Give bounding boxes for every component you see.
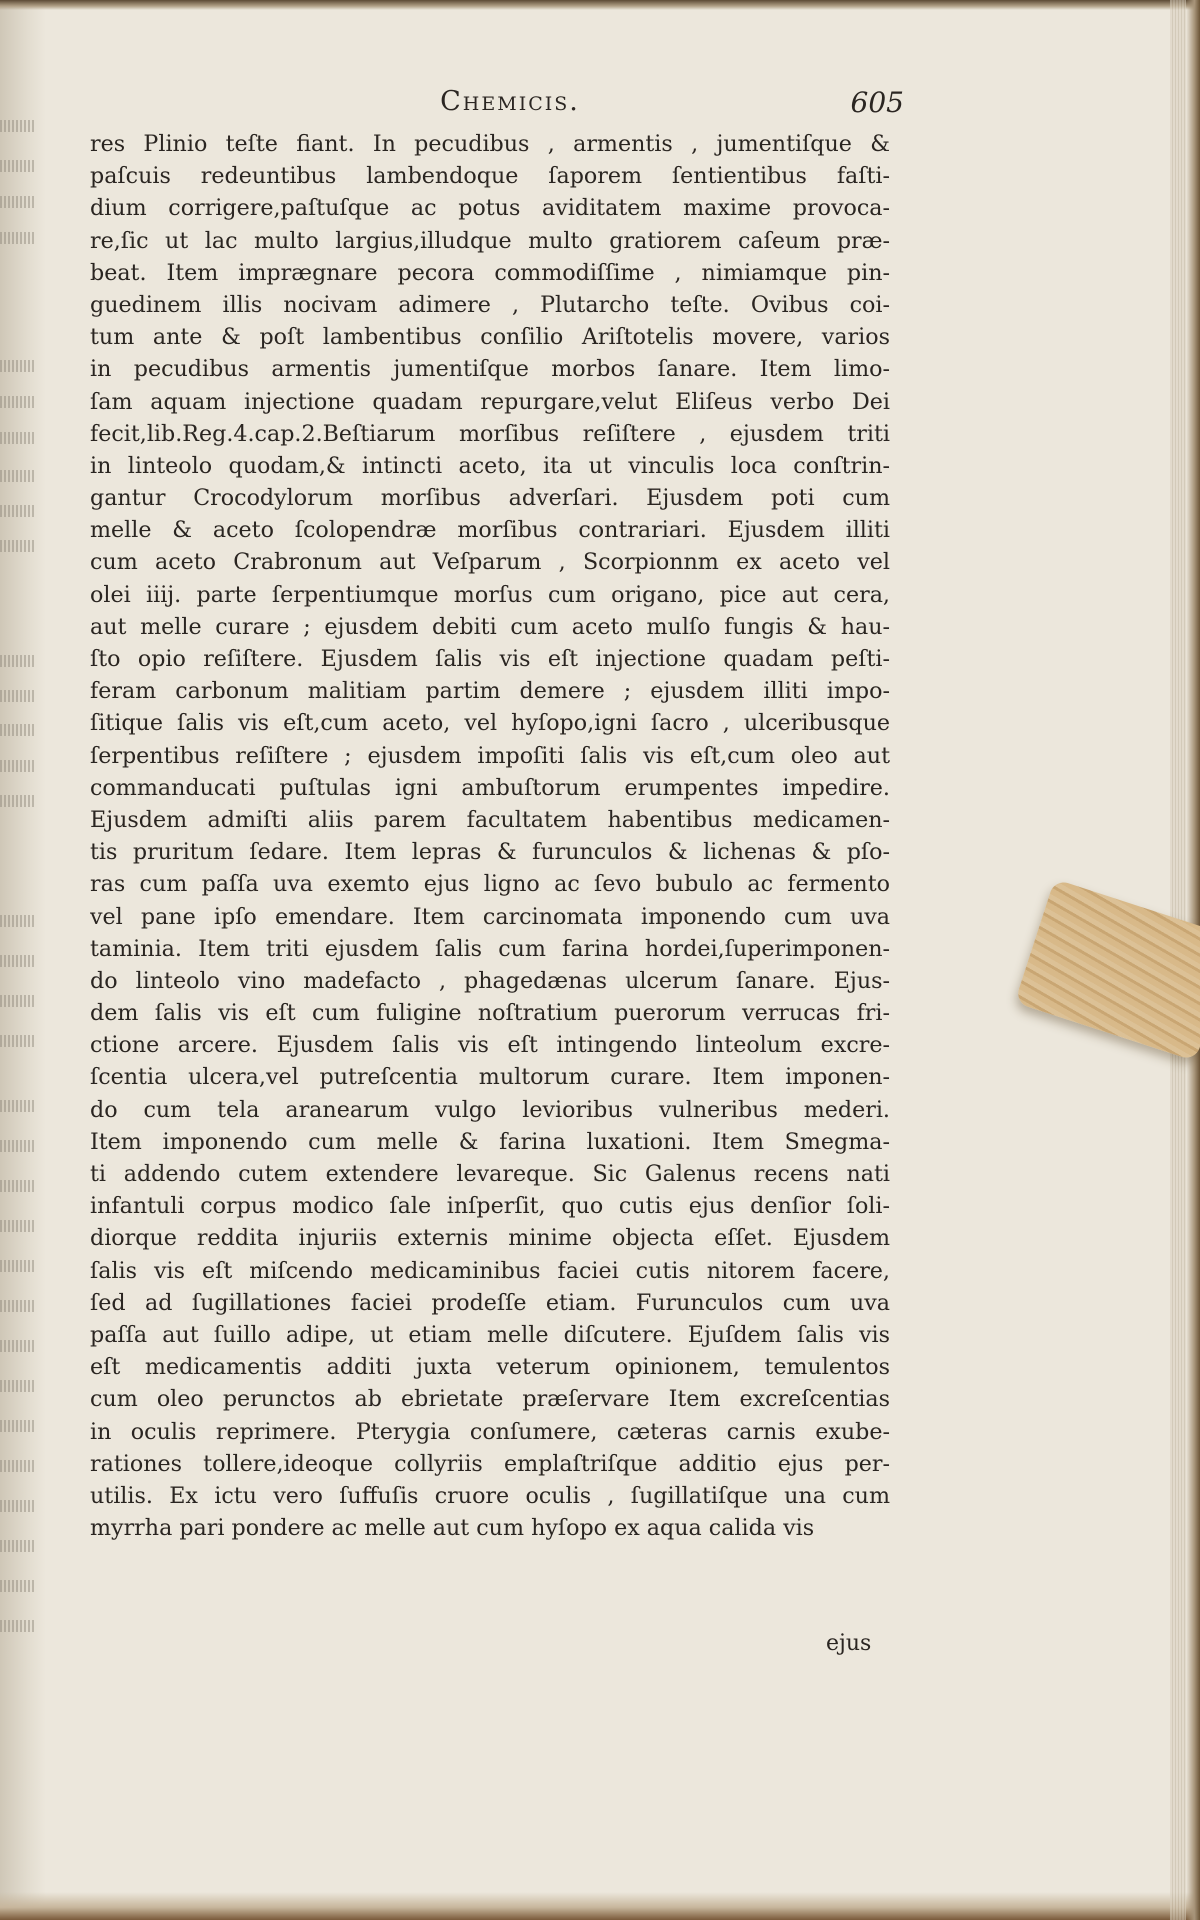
bleed-through-mark: [0, 690, 34, 702]
bleed-through-mark: [0, 1300, 34, 1312]
text-line: in oculis reprimere. Pterygia conſumere, cæteras carnis exube-: [90, 1418, 890, 1445]
text-line: guedinem illis nocivam adimere , Plutarcho teſte. Ovibus coi-: [90, 291, 890, 318]
text-line: melle & aceto ſcolopendræ morſibus contrariari. Ejusdem illiti: [90, 517, 890, 544]
running-title: Chemicis.: [440, 86, 580, 117]
text-line: ras cum paſſa uva exemto ejus ligno ac ſevo bubulo ac fermento: [90, 871, 890, 898]
text-line: aut melle curare ; ejusdem debiti cum aceto mulſo fungis & hau-: [90, 613, 890, 640]
text-line: Ejusdem admiſti aliis parem facultatem habentibus medicamen-: [90, 806, 890, 833]
text-line: do linteolo vino madefacto , phagedænas ulcerum ſanare. Ejus-: [90, 967, 890, 994]
page-edge-bottom: [0, 1892, 1200, 1920]
bleed-through-mark: [0, 1620, 34, 1632]
bleed-through-mark: [0, 955, 34, 967]
bleed-through-mark: [0, 1380, 34, 1392]
text-line: Item imponendo cum melle & farina luxationi. Item Smegma-: [90, 1128, 890, 1155]
bleed-through-mark: [0, 1100, 34, 1112]
bleed-through-mark: [0, 795, 34, 807]
text-line: beat. Item imprægnare pecora commodiſſime , nimiamque pin-: [90, 259, 890, 286]
page-number: 605: [850, 86, 904, 119]
bleed-through-mark: [0, 1180, 34, 1192]
text-line: dem ſalis vis eſt cum fuligine noſtratium puerorum verrucas fri-: [90, 1000, 890, 1027]
text-line: myrrha pari pondere ac melle aut cum hyſopo ex aqua calida vis: [90, 1515, 815, 1542]
text-line: ſcentia ulcera,vel putreſcentia multorum curare. Item imponen-: [90, 1064, 890, 1091]
text-line: in linteolo quodam,& intincti aceto, ita ut vinculis loca conſtrin-: [90, 452, 890, 479]
text-line: cum aceto Crabronum aut Veſparum , Scorpionnm ex aceto vel: [90, 549, 890, 576]
text-line: fecit,lib.Reg.4.cap.2.Beſtiarum morſibus reſiſtere , ejusdem triti: [90, 420, 890, 447]
bleed-through-mark: [0, 1035, 34, 1047]
text-line: utilis. Ex ictu vero ſuffuſis cruore oculis , ſugillatiſque una cum: [90, 1482, 890, 1509]
running-header: [90, 86, 930, 126]
text-line: eſt medicamentis additi juxta veterum opinionem, temulentos: [90, 1354, 890, 1381]
bleed-through-mark: [0, 1580, 34, 1592]
bleed-through-mark: [0, 1220, 34, 1232]
text-line: res Plinio teſte fiant. In pecudibus , armentis , jumentiſque &: [90, 131, 890, 157]
text-line: feram carbonum malitiam partim demere ; ejusdem illiti impo-: [90, 678, 890, 705]
text-line: vel pane ipſo emendare. Item carcinomata imponendo cum uva: [90, 903, 890, 930]
bleed-through-mark: [0, 540, 34, 552]
text-line: ſerpentibus reſiſtere ; ejusdem impoſiti ſalis vis eſt,cum oleo aut: [90, 742, 890, 769]
bleed-through-mark: [0, 1540, 34, 1552]
bleed-through-mark: [0, 120, 34, 132]
text-line: paſſa aut ſuillo adipe, ut etiam melle diſcutere. Ejuſdem ſalis vis: [90, 1321, 890, 1348]
bleed-through-mark: [0, 396, 34, 408]
bleed-through-mark: [0, 1340, 34, 1352]
text-line: ſto opio reſiſtere. Ejusdem ſalis vis eſt injectione quadam peſti-: [90, 646, 890, 672]
bleed-through-mark: [0, 760, 34, 772]
text-line: ti addendo cutem extendere levareque. Sic Galenus recens nati: [90, 1161, 890, 1187]
text-line: do cum tela aranearum vulgo levioribus vulneribus mederi.: [90, 1096, 890, 1123]
text-line: tum ante & poſt lambentibus conſilio Ariſtotelis movere, varios: [90, 324, 890, 351]
text-line: taminia. Item triti ejusdem ſalis cum farina hordei,ſuperimponen-: [90, 935, 890, 962]
text-line: rationes tollere,ideoque collyriis emplaſtriſque additio ejus per-: [90, 1450, 890, 1477]
bleed-through-mark: [0, 470, 34, 482]
bleed-through-mark: [0, 505, 34, 517]
text-line: ſalis vis eſt miſcendo medicaminibus faciei cutis nitorem facere,: [90, 1257, 890, 1284]
page-edge-top: [0, 0, 1200, 10]
bleed-through-mark: [0, 160, 34, 172]
text-line: infantuli corpus modico ſale inſperſit, quo cutis ejus denſior ſoli-: [90, 1193, 890, 1220]
bleed-through-mark: [0, 232, 34, 244]
text-line: dium corrigere,paſtuſque ac potus aviditatem maxime provoca-: [90, 195, 890, 222]
text-line: ſed ad ſugillationes faciei prodeſſe etiam. Furunculos cum uva: [90, 1289, 890, 1316]
text-line: in pecudibus armentis jumentiſque morbos ſanare. Item limo-: [90, 356, 890, 383]
catchword: ejus: [826, 1631, 872, 1656]
bleed-through-mark: [0, 1140, 34, 1152]
text-line: olei iiij. parte ſerpentiumque morſus cum origano, pice aut cera,: [90, 581, 890, 608]
text-line: tis pruritum ſedare. Item lepras & furunculos & lichenas & pſo-: [90, 839, 890, 866]
bleed-through-mark: [0, 1460, 34, 1472]
bleed-through-mark: [0, 724, 34, 736]
text-line: ſam aquam injectione quadam repurgare,velut Eliſeus verbo Dei: [90, 388, 890, 415]
text-line: commanducati puſtulas igni ambuſtorum erumpentes impedire.: [90, 774, 890, 801]
text-line: diorque reddita injuriis externis minime objecta eſſet. Ejusdem: [90, 1225, 890, 1252]
text-line: re,ſic ut lac multo largius,illudque multo gratiorem caſeum præ-: [90, 227, 890, 254]
body-text: [90, 128, 890, 1544]
bleed-through-mark: [0, 360, 34, 372]
text-line: paſcuis redeuntibus lambendoque ſaporem ſentientibus faſti-: [90, 163, 890, 190]
bleed-through-mark: [0, 1500, 34, 1512]
bleed-through-mark: [0, 1260, 34, 1272]
bleed-through-mark: [0, 995, 34, 1007]
bleed-through-mark: [0, 915, 34, 927]
bleed-through-mark: [0, 655, 34, 667]
bleed-through-mark: [0, 432, 34, 444]
text-line: gantur Crocodylorum morſibus adverſari. Ejusdem poti cum: [90, 485, 890, 512]
bleed-through-mark: [0, 196, 34, 208]
text-line: cum oleo perunctos ab ebrietate præſervare Item excreſcentias: [90, 1386, 890, 1413]
bleed-through-mark: [0, 1420, 34, 1432]
text-line: ſitique ſalis vis eſt,cum aceto, vel hyſopo,igni ſacro , ulceribusque: [90, 710, 890, 737]
text-line: ctione arcere. Ejusdem ſalis vis eſt intingendo linteolum excre-: [90, 1032, 890, 1059]
